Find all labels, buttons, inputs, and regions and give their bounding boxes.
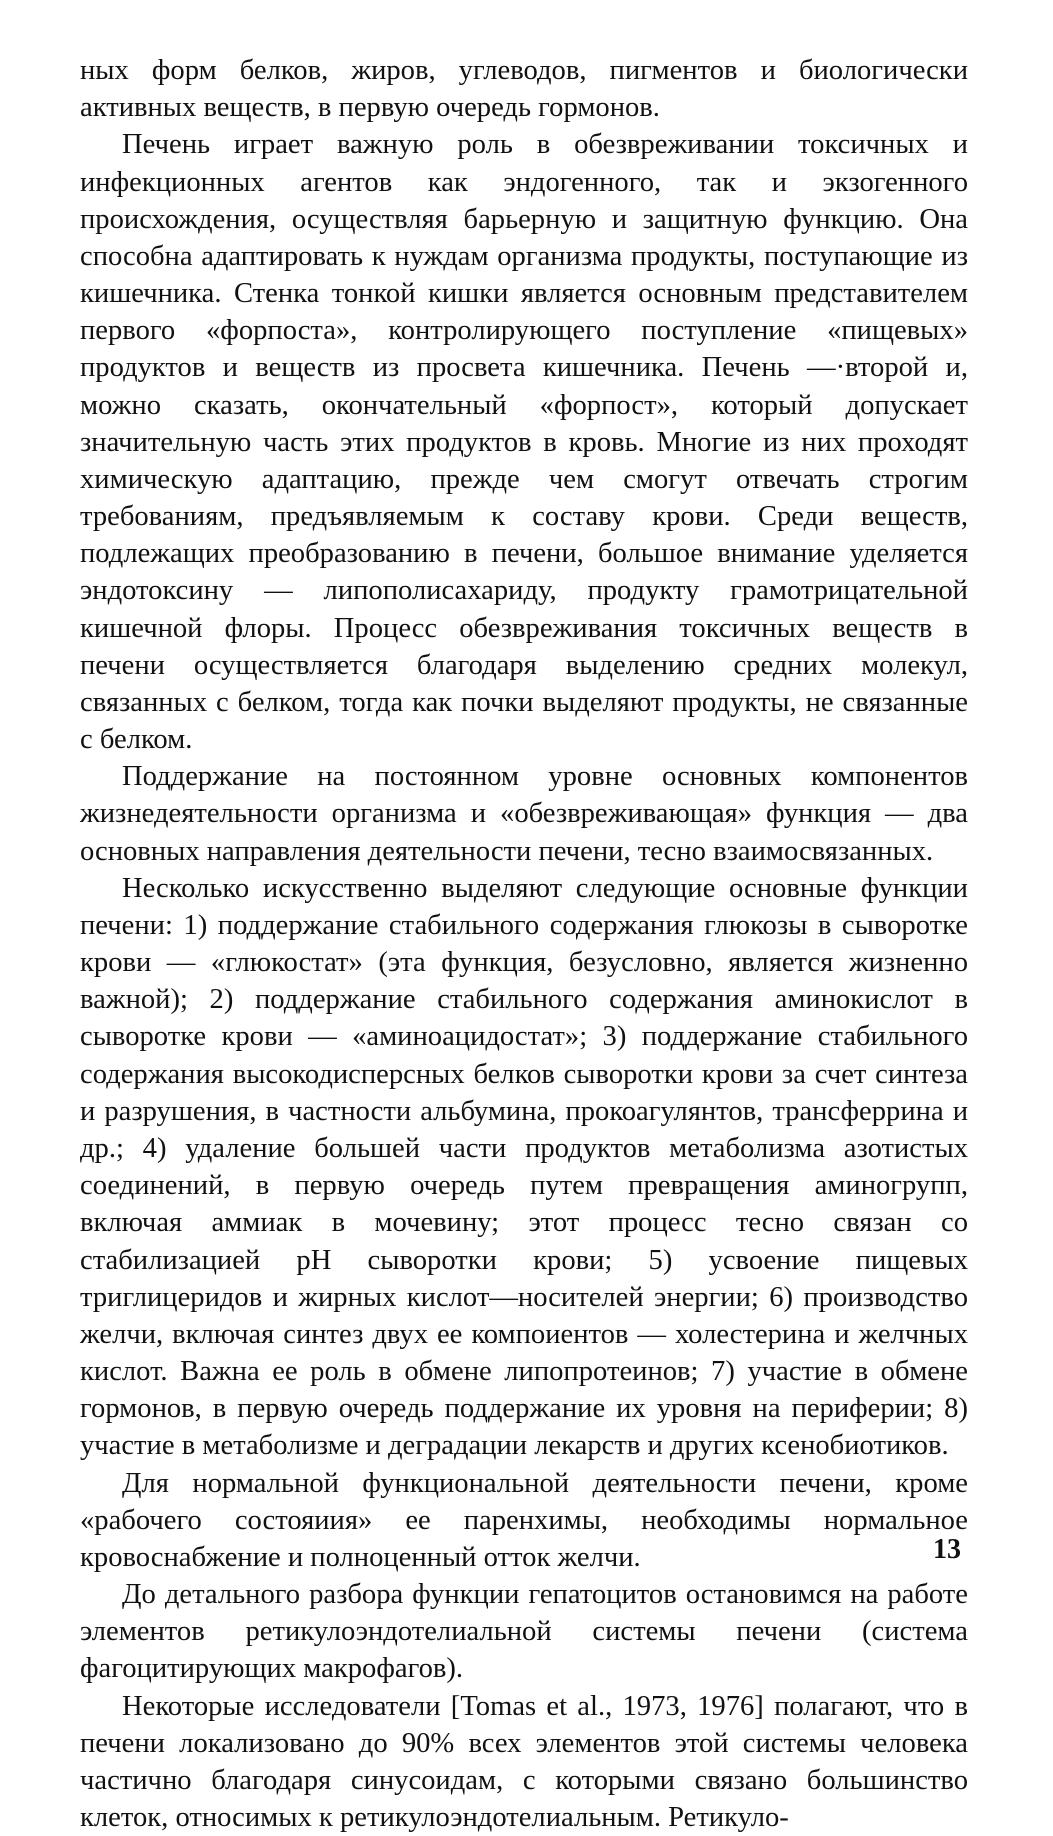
- paragraph-liver-functions-list: Несколько искусственно выделяют следующие основные функции печени: 1) поддержание стабильного содержания глюкозы в сыворотке крови — «глюкостат» (эта функция, безусловно, является жизненно важной); 2) поддержание стабильного содержания аминокислот в сыворотке крови — «аминоацидостат»; 3) поддержание стабильного содержания высокодисперсных белков сыворотки крови за счет синтеза и разрушения, в частности альбумина, прокоагулянтов, трансферрина и др.; 4) удаление большей части продуктов метаболизма азотистых соединений, в первую очередь путем превращения аминогрупп, включая аммиак в мочевину; этот процесс тесно связан со стабилизацией pH сыворотки крови; 5) усвоение пищевых триглицеридов и жирных кислот—носителей энергии; 6) производство желчи, включая синтез двух ее компоиентов — холестерина и желчных кислот. Важна ее роль в обмене липопротеинов; 7) участие в обмене гормонов, в первую очередь поддержание их уровня на периферии; 8) участие в метаболизме и деградации лекарств и других ксенобиотиков.: [80, 872, 968, 1462]
- paragraph-liver-detoxification: Печень играет важную роль в обезвреживании токсичных и инфекционных агентов как эндогенного, так и экзогенного происхождения, осуществляя барьерную и защитную функцию. Она способна адаптировать к нуждам организма продукты, поступающие из кишечника. Стенка тонкой кишки является основным представителем первого «форпоста», контролирующего поступление «пищевых» продуктов и веществ из просвета кишечника. Печень —·второй и, можно сказать, окончательный «форпост», который допускает значительную часть этих продуктов в кровь. Многие из них проходят химическую адаптацию, прежде чем смогут отвечать строгим требованиям, предъявляемым к составу крови. Среди веществ, подлежащих преобразованию в печени, большое внимание уделяется эндотоксину — липополисахариду, продукту грамотрицательной кишечной флоры. Процесс обезвреживания токсичных веществ в печени осуществляется благодаря выделению средних молекул, связанных с белком, тогда как почки выделяют продукты, не связанные с белком.: [80, 129, 968, 756]
- paragraph-continuation: ных форм белков, жиров, углеводов, пигментов и биологически активных веществ, в первую очередь гормонов.: [80, 55, 968, 124]
- paragraph-researchers: Некоторые исследователи [Tomas et al., 1973, 1976] полагают, что в печени локализовано до 90% всех элементов этой системы человека частично благодаря синусоидам, с которыми связано большинство клеток, относимых к ретикулоэндотелиальным. Ретикуло-: [80, 1690, 968, 1834]
- paragraph-main-directions: Поддержание на постоянном уровне основных компонентов жизнедеятельности организма и «обезвреживающая» функция — два основных направления деятельности печени, тесно взаимосвязанных.: [80, 761, 968, 867]
- paragraph-reticuloendothelial-system: До детального разбора функции гепатоцитов остановимся на работе элементов ретикулоэндотелиальной системы печени (система фагоцитирующих макрофагов).: [80, 1579, 968, 1685]
- page-number: 13: [933, 1534, 961, 1565]
- page-body: [80, 52, 968, 1836]
- paragraph-normal-activity: Для нормальной функциональной деятельности печени, кроме «рабочего состояиия» ее паренхимы, необходимы нормальное кровоснабжение и полноценный отток желчи.: [80, 1467, 968, 1573]
